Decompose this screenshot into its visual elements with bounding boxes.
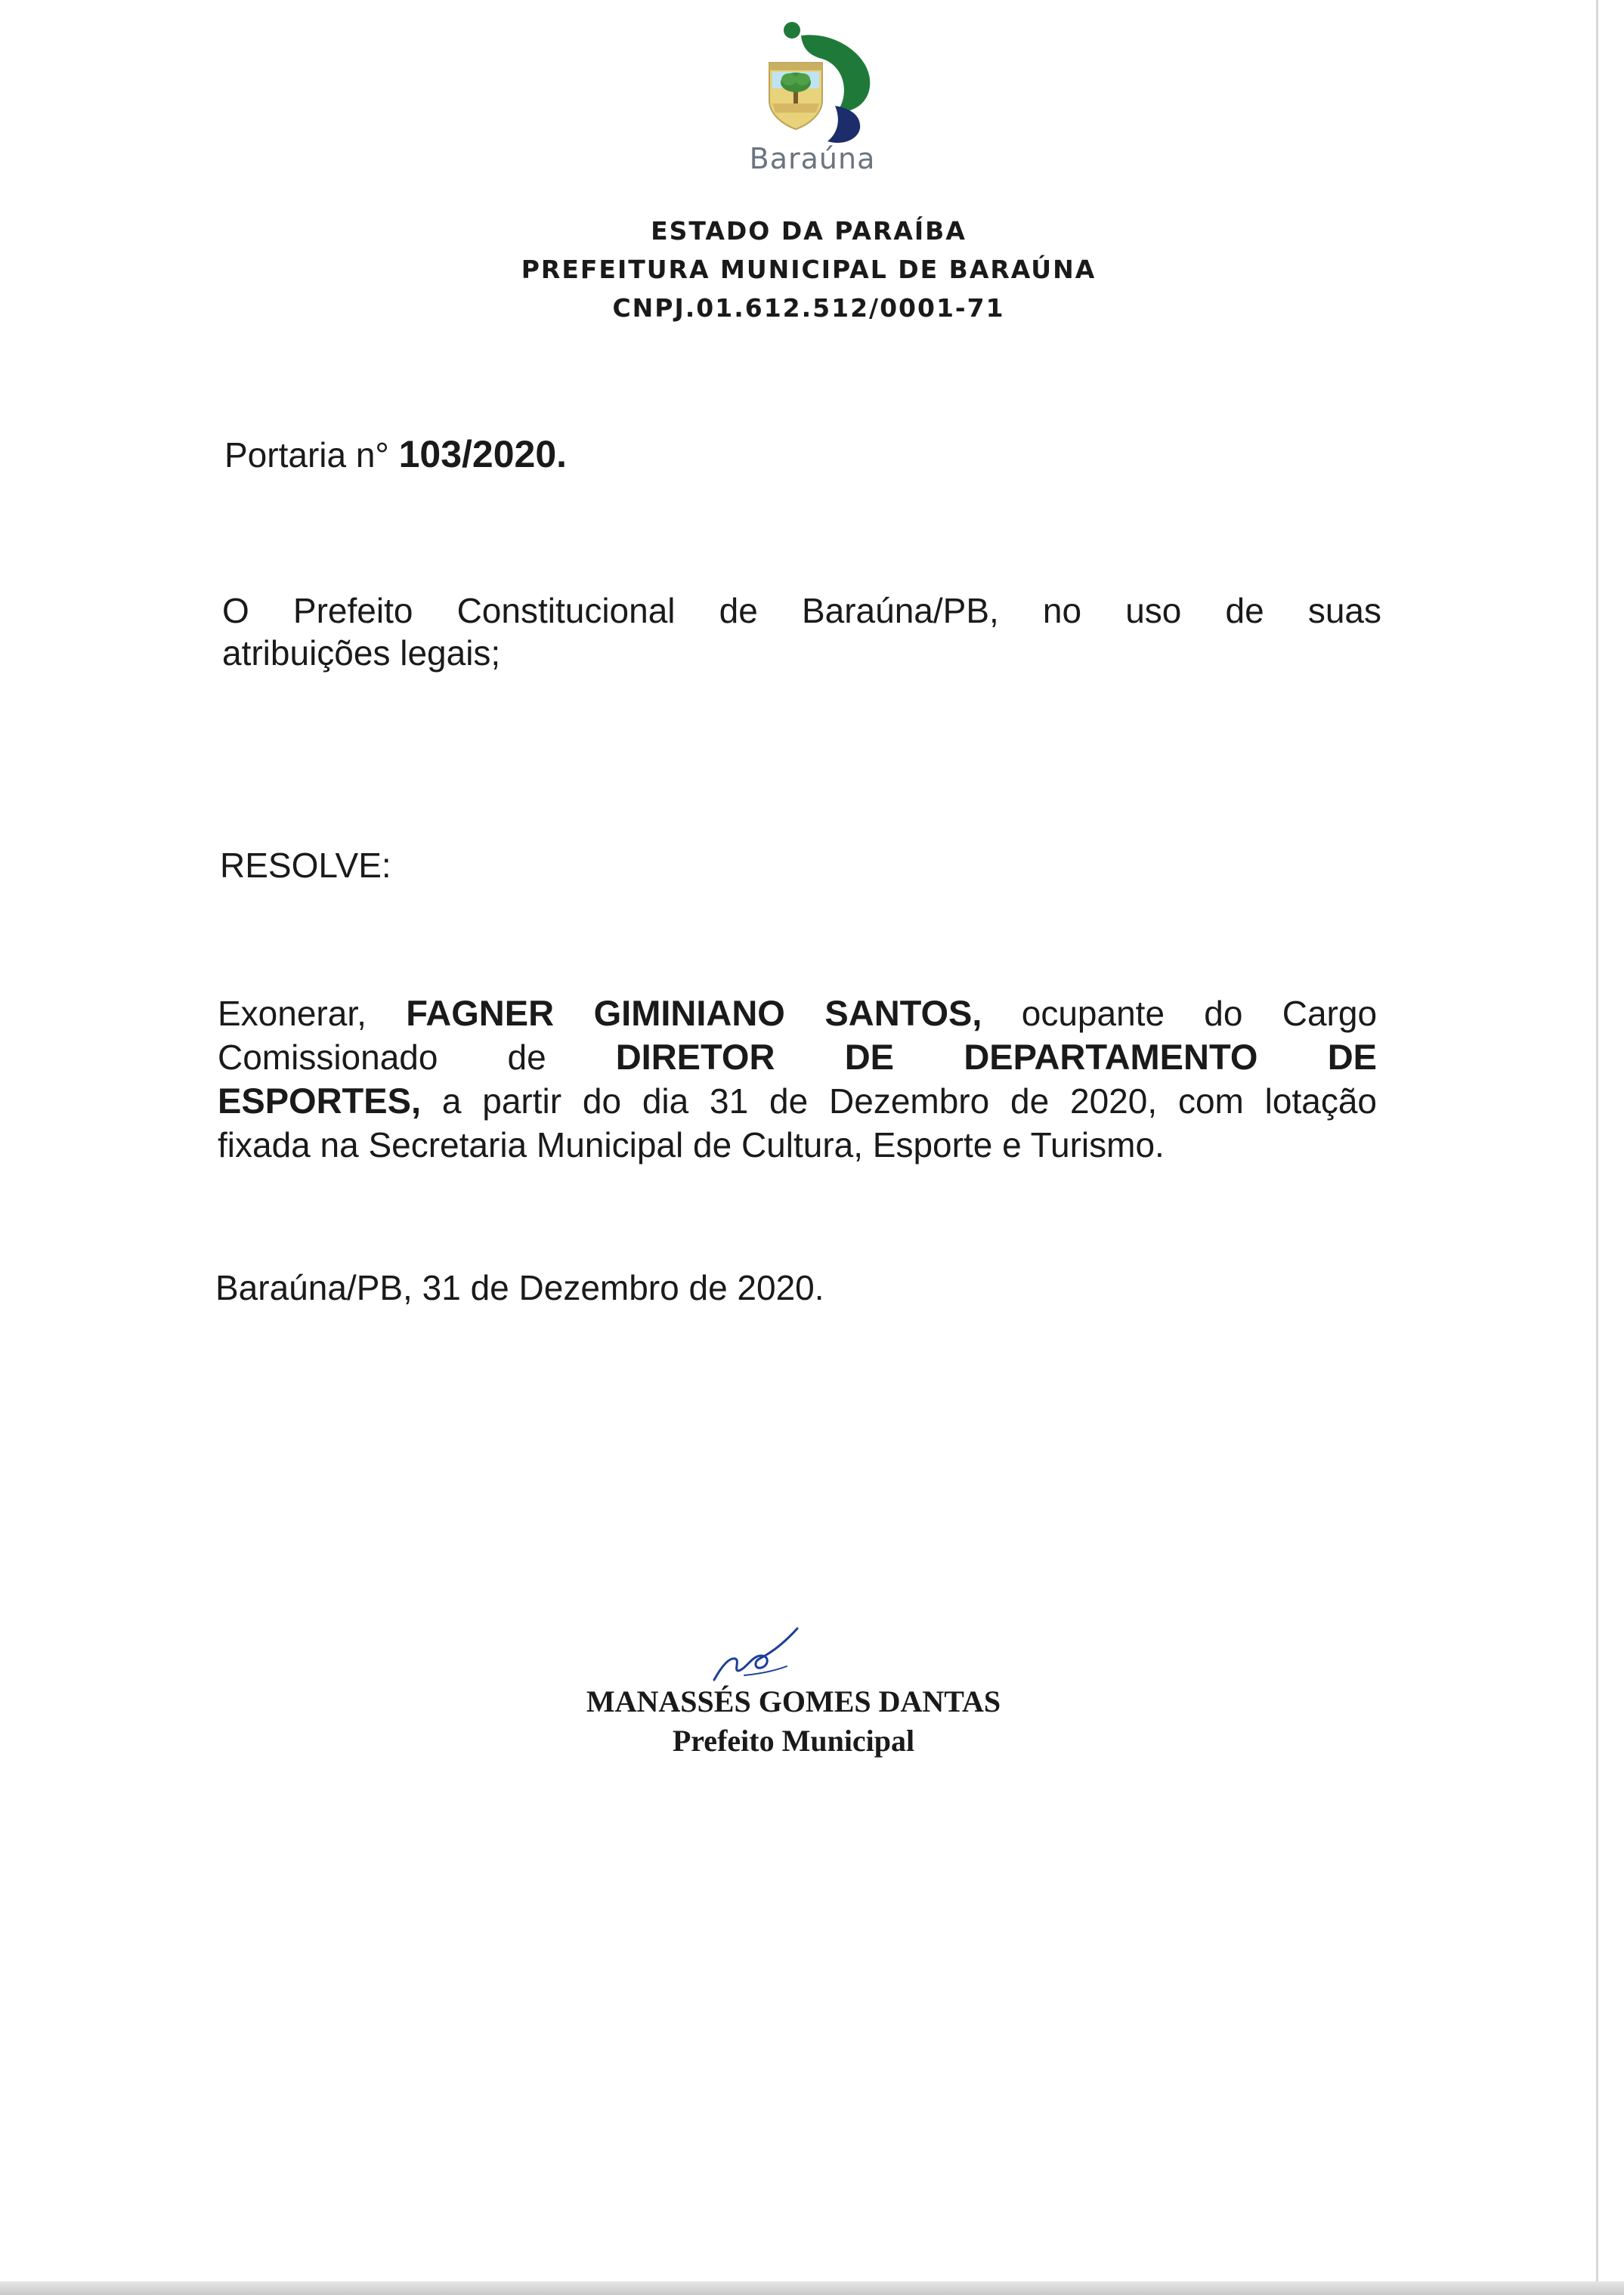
decision-line-2 (218, 1035, 1377, 1079)
decision-line-4: fixada na Secretaria Municipal de Cultura, Esporte e Turismo. (218, 1125, 1165, 1165)
logo-text: Baraúna (749, 142, 876, 175)
decision-position-part2: ESPORTES, (218, 1081, 422, 1121)
intro-line-2: atribuições legais; (222, 633, 501, 673)
logo-shield (769, 63, 822, 129)
header-prefecture: PREFEITURA MUNICIPAL DE BARAÚNA (521, 255, 1097, 284)
portaria-label: Portaria n° (224, 435, 389, 475)
signatory-name: MANASSÉS GOMES DANTAS (586, 1684, 1001, 1718)
decision-line-1 (218, 991, 1377, 1035)
decision-position-part1: DIRETOR DE DEPARTAMENTO DE (615, 1037, 1377, 1077)
document-header (423, 212, 1194, 327)
decision-verb: Exonerar, (218, 994, 367, 1033)
handwritten-signature-mark (699, 1621, 812, 1693)
decision-line-3 (218, 1079, 1377, 1123)
intro-line-1: O Prefeito Constitucional de Baraúna/PB, no uso de suas (222, 591, 1381, 630)
portaria-title (224, 432, 567, 476)
header-state: ESTADO DA PARAÍBA (651, 216, 967, 246)
place-date: Baraúna/PB, 31 de Dezembro de 2020. (215, 1268, 824, 1307)
scan-edge-line (1596, 0, 1598, 2281)
decision-person: FAGNER GIMINIANO SANTOS, (406, 993, 982, 1033)
signatory-role: Prefeito Municipal (672, 1724, 915, 1758)
header-cnpj: CNPJ.01.612.512/0001-71 (612, 293, 1005, 323)
resolve-heading: RESOLVE: (220, 846, 391, 885)
decision-line-3-rest: a partir do dia 31 de Dezembro de 2020, com lotação (441, 1081, 1377, 1121)
decision-occupant: ocupante do Cargo (1021, 994, 1378, 1033)
portaria-number: 103/2020. (398, 433, 568, 475)
scan-bottom-strip (0, 2281, 1624, 2295)
decision-position-prefix: Comissionado de (218, 1038, 546, 1077)
logo-green-dot (784, 22, 800, 39)
barauna-logo (756, 19, 884, 144)
decision-paragraph (218, 991, 1377, 1167)
intro-paragraph (222, 589, 1381, 674)
logo-navy-arc (827, 106, 860, 143)
